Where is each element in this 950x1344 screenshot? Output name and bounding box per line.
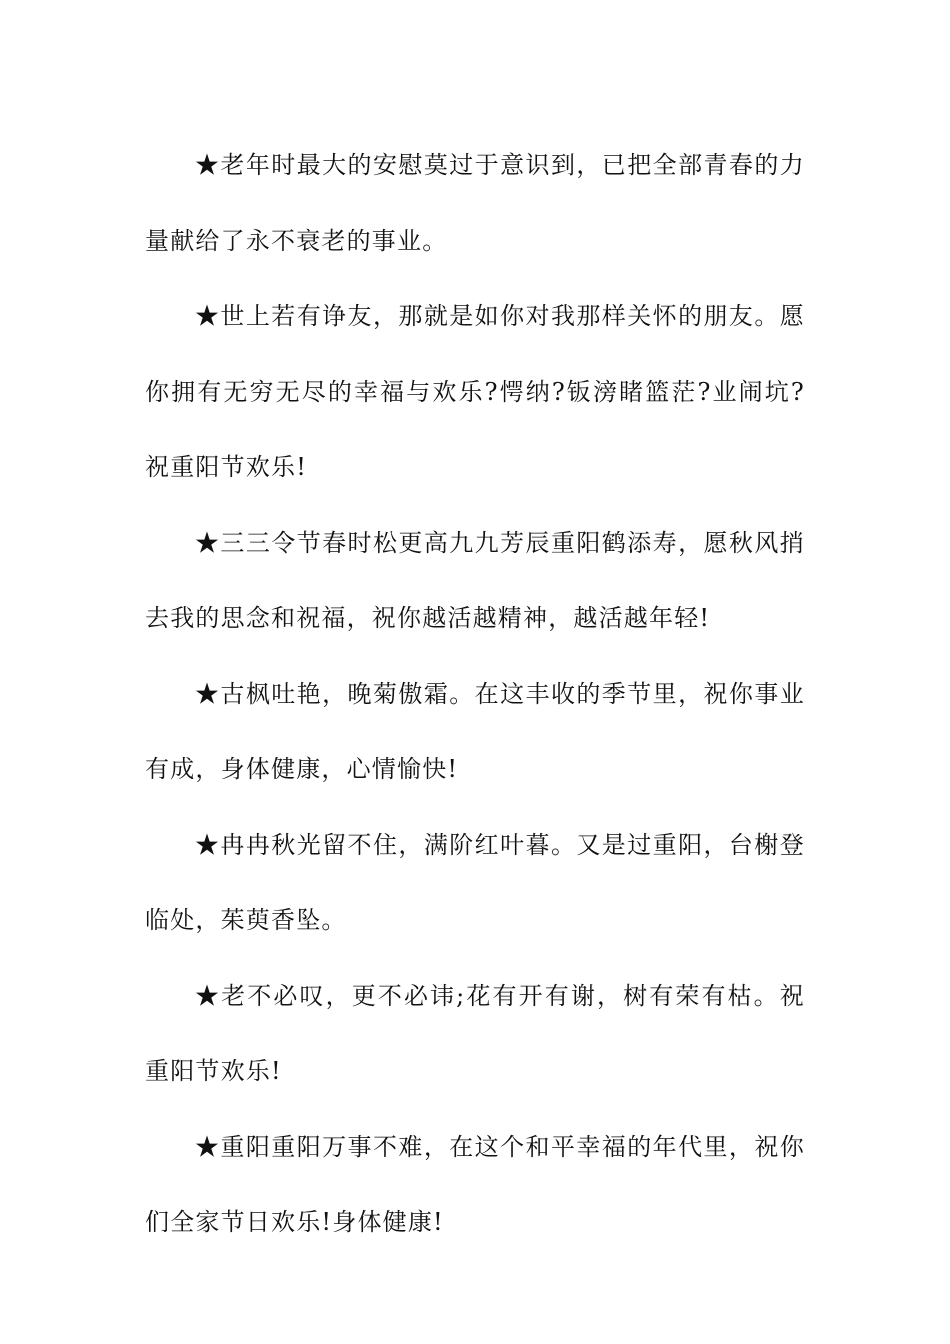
paragraph-5: ★冉冉秋光留不住，满阶红叶暮。又是过重阳，台榭登临处，茱萸香坠。 — [145, 830, 805, 934]
paragraph-4: ★古枫吐艳，晚菊傲霜。在这丰收的季节里，祝你事业有成，身体健康，心情愉快! — [145, 679, 805, 783]
paragraph-3: ★三三令节春时松更高九九芳辰重阳鹤添寿，愿秋风捎去我的思念和祝福，祝你越活越精神，越活越年轻! — [145, 528, 805, 632]
document-body — [145, 128, 805, 1261]
paragraph-1: ★老年时最大的安慰莫过于意识到，已把全部青春的力量献给了永不衰老的事业。 — [145, 151, 805, 255]
paragraph-2: ★世上若有诤友，那就是如你对我那样关怀的朋友。愿你拥有无穷无尽的幸福与欢乐?愕纳?钣滂睹篮茫?业闹坑?祝重阳节欢乐! — [145, 302, 805, 481]
paragraph-6: ★老不必叹，更不必讳;花有开有谢，树有荣有枯。祝重阳节欢乐! — [145, 981, 805, 1085]
paragraph-7: ★重阳重阳万事不难，在这个和平幸福的年代里，祝你们全家节日欢乐!身体健康! — [145, 1132, 805, 1236]
